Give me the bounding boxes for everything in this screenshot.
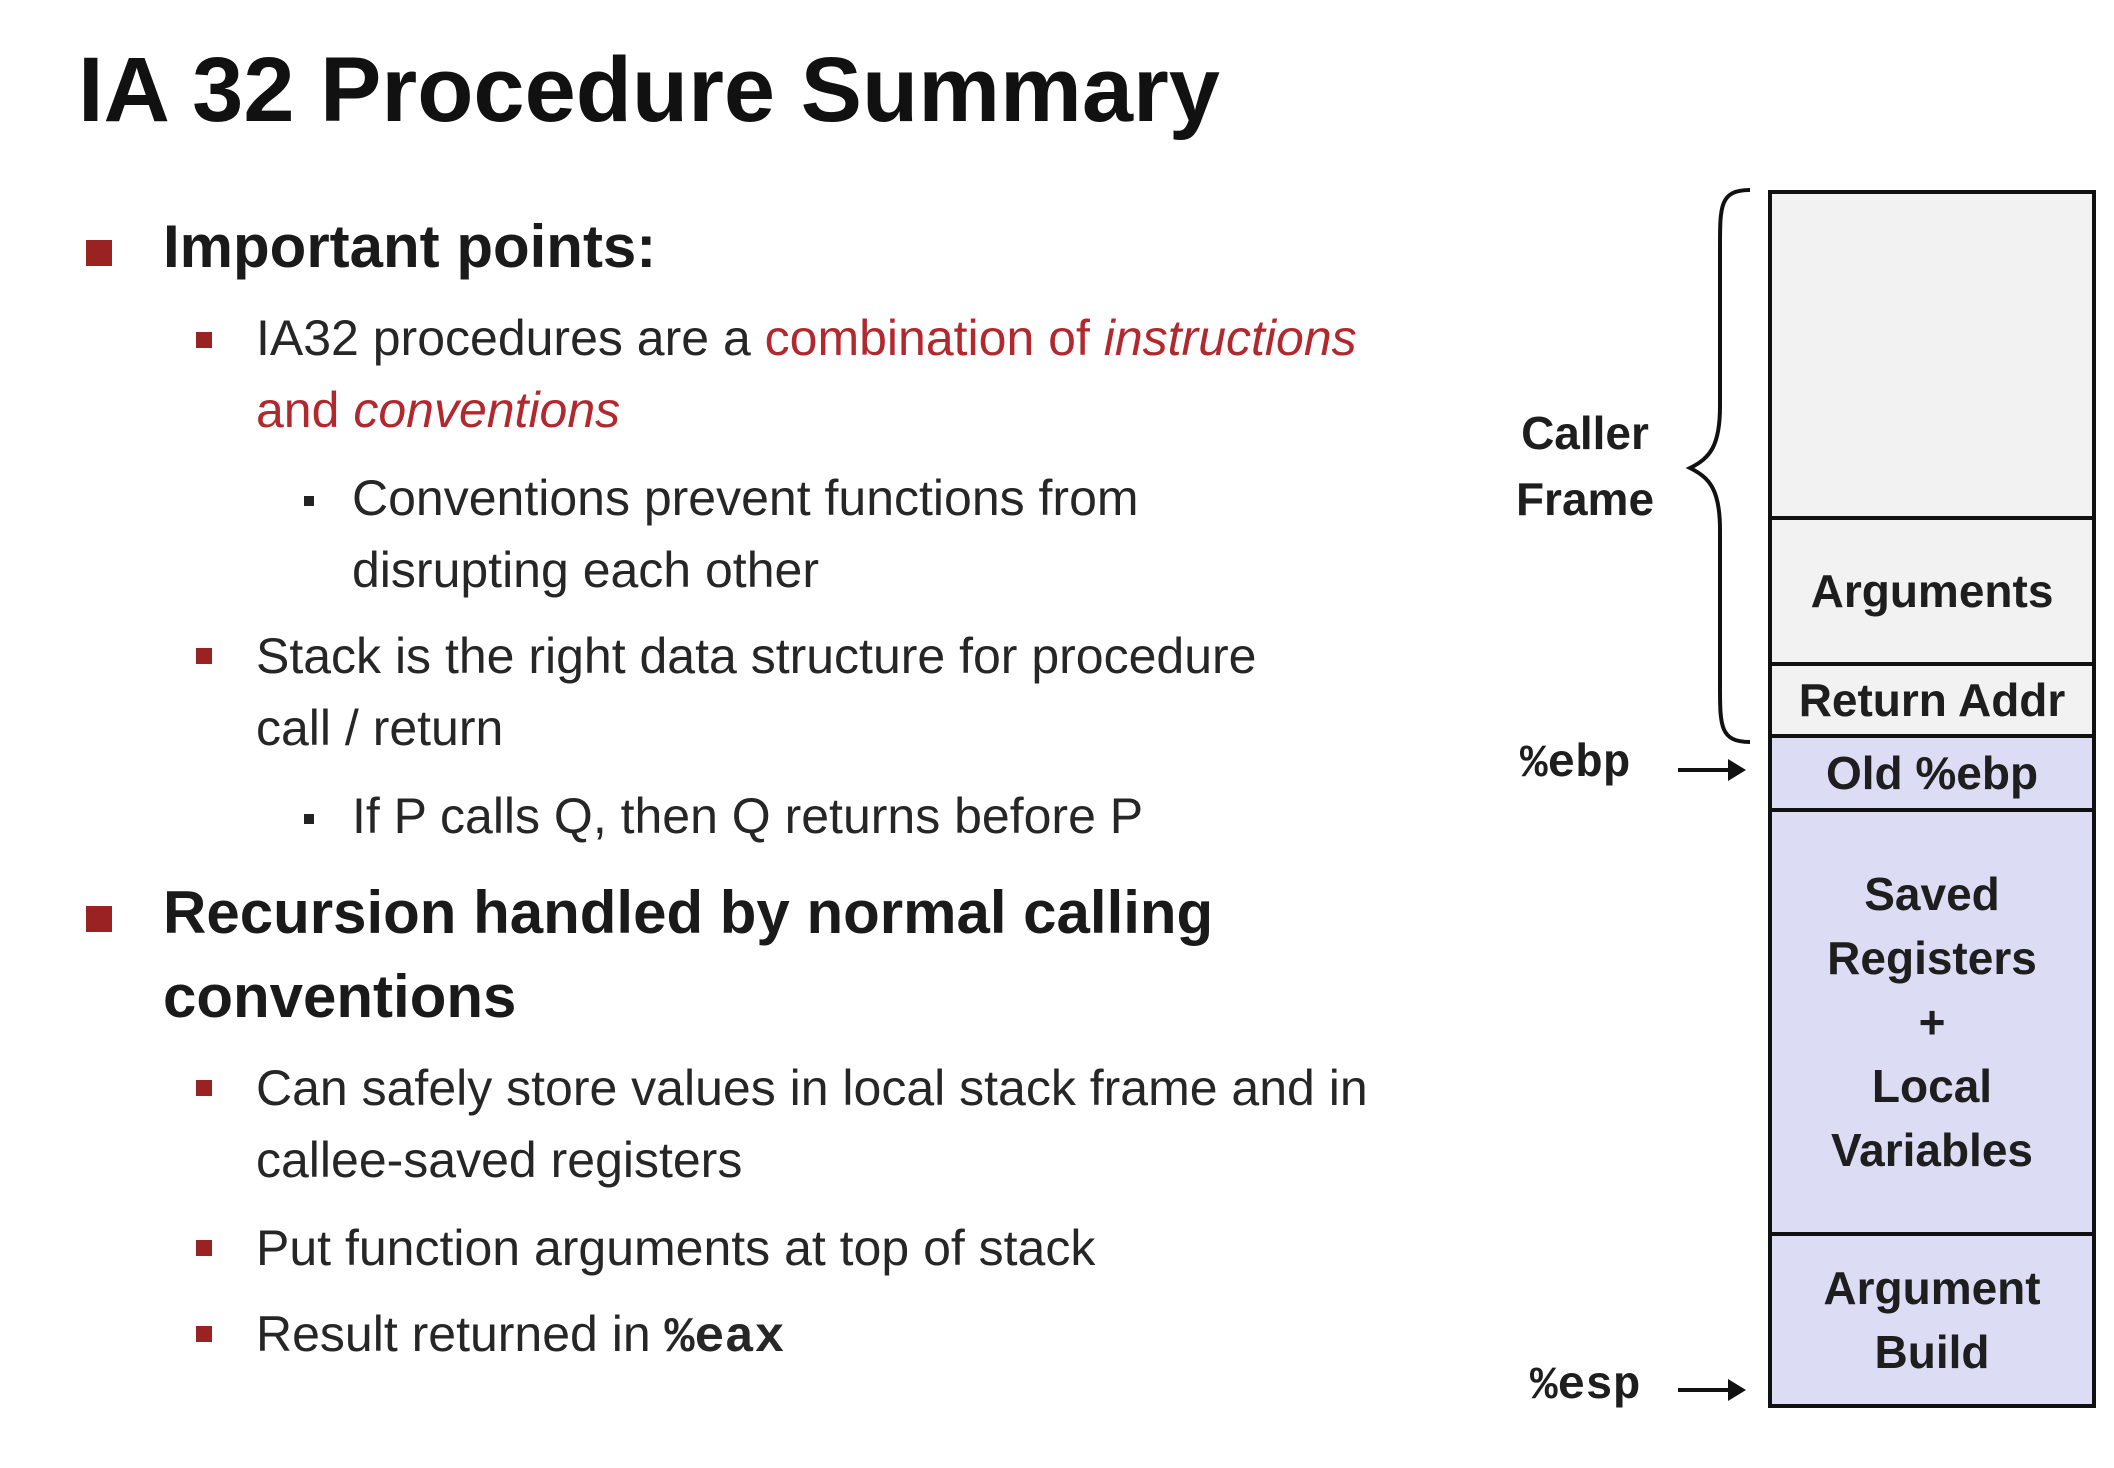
bullet-icon [196,332,212,348]
bullet-icon [196,648,212,664]
saved-line4: Local [1871,1060,1993,1112]
bullet-icon [196,1240,212,1256]
section2-bullet-icon [86,906,112,932]
item1-line2-red-italic: conventions [353,382,621,438]
stack-cell-caller-top [1772,194,2092,520]
saved-line1: Saved [1864,868,2000,920]
ebp-arrow-icon [1678,768,1742,772]
stack-cell-old-ebp: Old %ebp [1772,738,2092,812]
argbuild-line1: Argument [1823,1262,2041,1314]
section2-item1-line1: Can safely store values in local stack frame and in [256,1060,1368,1116]
caller-frame-brace-icon [1680,186,1760,746]
section1-item1-line1 [256,302,1357,374]
sub-bullet-icon [304,496,314,506]
saved-line3: + [1918,996,1946,1048]
caller-frame-line1: Caller [1521,407,1649,459]
item3-code: %eax [664,1310,785,1367]
item1-line2-red: and [256,382,354,438]
section2-item3 [256,1298,785,1375]
esp-label: %esp [1530,1360,1641,1412]
section2-heading-line1: Recursion handled by normal calling [163,879,1214,946]
stack-cell-saved-registers [1772,812,2092,1236]
section1-sub2: If P calls Q, then Q returns before P [352,788,1144,844]
stack-cell-argument-build [1772,1236,2092,1404]
item1-prefix: IA32 procedures are a [256,310,765,366]
bullet-icon [196,1326,212,1342]
section1-heading: Important points: [163,213,657,280]
item3-prefix: Result returned in [256,1306,665,1362]
section1-sub1-line1: Conventions prevent functions from [352,470,1139,526]
stack-cell-arguments: Arguments [1772,520,2092,666]
stack-cell-return-addr: Return Addr [1772,666,2092,738]
saved-line5: Variables [1830,1124,2034,1176]
item1-red-text: combination of [764,310,1104,366]
item1-red-italic-text: instructions [1103,310,1357,366]
slide-title: IA 32 Procedure Summary [78,39,1220,141]
stack-diagram [1768,190,2096,1408]
section1-sub1-line2: disrupting each other [352,542,819,598]
argbuild-line2: Build [1874,1326,1990,1378]
sub-bullet-icon [304,814,314,824]
saved-line2: Registers [1827,932,2037,984]
section2-item1-line2: callee-saved registers [256,1132,743,1188]
caller-frame-line2: Frame [1515,473,1655,525]
section1-item2-line1: Stack is the right data structure for procedure [256,628,1257,684]
section1-bullet-icon [86,240,112,266]
bullet-icon [196,1080,212,1096]
ebp-label: %ebp [1520,738,1631,790]
section2-item2: Put function arguments at top of stack [256,1220,1096,1276]
section1-item1-line2 [256,374,620,446]
section1-item2-line2: call / return [256,700,504,756]
section2-heading-line2: conventions [163,963,517,1030]
esp-arrow-icon [1678,1388,1742,1392]
caller-frame-label [1495,400,1675,532]
